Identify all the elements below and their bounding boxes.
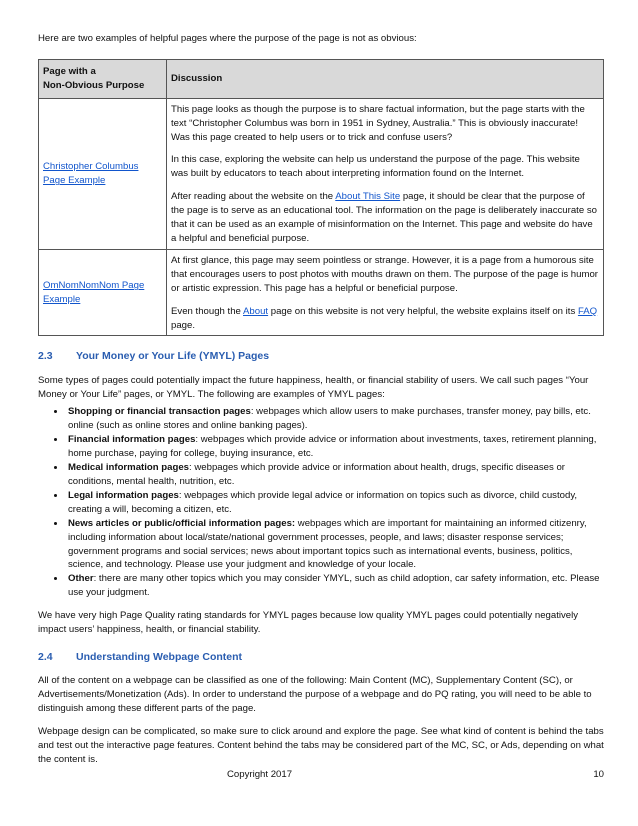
- page-footer: [0, 768, 638, 782]
- example-link-columbus[interactable]: Christopher Columbus Page Example: [39, 98, 167, 249]
- section-heading-webpage-content: 2.4 Understanding Webpage Content: [38, 650, 243, 663]
- list-item: • Shopping or financial transaction pages: webpages which allow users to make purchases, transfer money, pay bills, etc. online (such as online stores and online banking pages).: [66, 405, 604, 433]
- faq-link[interactable]: FAQ: [577, 305, 598, 317]
- discussion-paragraph: At first glance, this page may seem pointless or strange. However, it is a page from a humorous site that encourages users to post photos with mouths drawn on them. The purpose of the page is humor or artistic expression. This page has a helpful or beneficial purpose.: [171, 254, 598, 294]
- discussion-paragraph: In this case, exploring the website can help us understand the purpose of the page. This website was built by educators to teach about interpreting information found on the Internet.: [171, 154, 580, 180]
- table-row: [39, 98, 604, 249]
- discussion-cell: [167, 249, 604, 336]
- table-row: [39, 249, 604, 336]
- intro-text: Here are two examples of helpful pages where the purpose of the page is not as obvious:: [38, 33, 417, 44]
- table-header-row: [39, 59, 604, 98]
- section-heading-ymyl: 2.3 Your Money or Your Life (YMYL) Pages: [38, 350, 270, 363]
- ymyl-list: [38, 405, 604, 600]
- list-item: • Legal information pages: webpages which provide legal advice or information on topics such as divorce, child custody, creating a will, becoming a citizen, etc.: [66, 489, 604, 517]
- discussion-paragraph: This page looks as though the purpose is to share factual information, but the page starts with the text “Christopher Columbus was born in 1951 in Sydney, Australia.” This is obviously inaccurate! Was this page created to help users or to trick and confuse users?: [171, 103, 585, 143]
- ymyl-intro: Some types of pages could potentially impact the future happiness, health, or financial stability of users. We call such pages “Your Money or Your Life” pages, or YMYL. The following are examples of YMYL pages:: [38, 374, 589, 400]
- header-discussion: Discussion: [167, 59, 604, 98]
- copyright-text: Copyright 2017: [227, 769, 293, 780]
- list-item: • Medical information pages: webpages which provide advice or information about health, drugs, specific diseases or conditions, mental health, nutrition, etc.: [66, 461, 604, 489]
- about-link[interactable]: About: [243, 305, 269, 317]
- discussion-paragraph: Even though the About page on this website is not very helpful, the website explains itself on its FAQ page.: [171, 305, 598, 331]
- discussion-cell: [167, 98, 604, 249]
- content-paragraph: All of the content on a webpage can be classified as one of the following: Main Content (MC), Supplementary Content (SC), or Advertisements/Monetization (Ads). In order to understand the purpose of a webpage and do PQ rating, you will need to be able to distinguish among these different parts of the page.: [38, 675, 592, 714]
- examples-table: [38, 59, 604, 337]
- content-paragraph: Webpage design can be complicated, so make sure to click around and explore the page. See what kind of content is behind the tabs and test out the interactive page features. Content behind the tabs may be considered part of the MC, SC, or Ads, depending on what the content is.: [38, 725, 604, 765]
- example-link-omnomnomnom[interactable]: OmNomNomNom Page Example: [39, 249, 167, 336]
- ymyl-closing: We have very high Page Quality rating standards for YMYL pages because low quality YMYL pages could potentially negatively impact users’ happiness, health, or financial stability.: [38, 610, 579, 636]
- list-item: • Other: there are many other topics which you may consider YMYL, such as child adoption, car safety information, etc. Please use your judgment.: [66, 572, 604, 600]
- list-item: • Financial information pages: webpages which provide advice or information about investments, taxes, retirement planning, home purchase, paying for college, buying insurance, etc.: [66, 433, 604, 461]
- header-page-with-purpose: Page with a Non-Obvious Purpose: [39, 59, 167, 98]
- discussion-paragraph: After reading about the website on the About This Site page, it should be clear that the purpose of the page is to serve as an educational tool. The information on the page is deliberately inaccurate so that it can be used as an example of misinformation on the Internet. This page and website do have a helpful and beneficial purpose.: [171, 191, 597, 244]
- about-this-site-link[interactable]: About This Site: [335, 191, 401, 203]
- document-page: [38, 32, 604, 767]
- page-number: 10: [593, 769, 604, 780]
- list-item: • News articles or public/official information pages: webpages which are important for maintaining an informed citizenry, including information about local/state/national government processes, people, and laws; disaster response services; government programs and social services; news about important topics such as international events, business, politics, science, and technology. Please use your judgment and knowledge of your locale.: [66, 517, 604, 573]
